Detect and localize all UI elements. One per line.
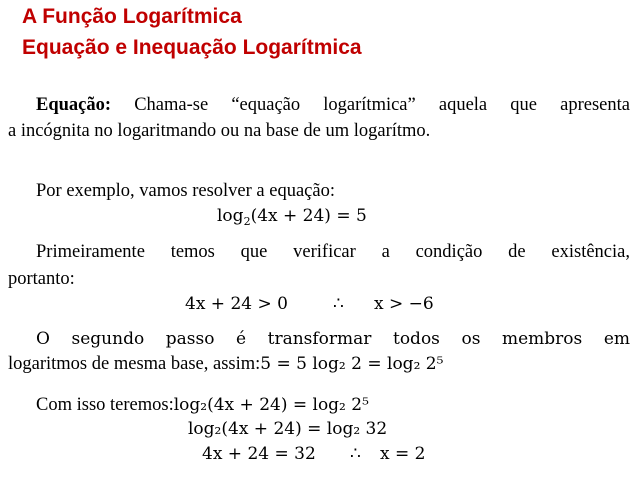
step2-line-2 (8, 355, 443, 374)
condition-inequality: 4x + 24 > 0 (185, 294, 288, 314)
example-intro: Por exemplo, vamos resolver a equação: (36, 181, 335, 201)
therefore-symbol: ∴ (333, 294, 344, 314)
conclusion-line-1 (36, 396, 369, 415)
page-subtitle: Equação e Inequação Logarítmica (22, 36, 362, 59)
page-title: A Função Logarítmica (22, 5, 242, 28)
condition-result: x > −6 (374, 294, 434, 314)
step2-line-2-math: 5 = 5 log₂ 2 = log₂ 2⁵ (260, 354, 444, 374)
definition-text-1: Chama-se “equação logarítmica” aquela que apresenta (134, 95, 630, 115)
conclusion-eq3-right: x = 2 (380, 444, 426, 464)
example-equation (217, 206, 367, 228)
definition-line-1 (36, 96, 630, 115)
conclusion-eq1: log₂(4x + 24) = log₂ 2⁵ (173, 395, 369, 415)
log-operator: log (217, 206, 244, 226)
conclusion-therefore: ∴ (350, 444, 361, 464)
definition-term: Equação: (36, 95, 112, 115)
step2-line-1: O segundo passo é transformar todos os membros em (36, 329, 630, 349)
conclusion-intro: Com isso teremos: (36, 395, 174, 415)
log-base: 2 (243, 215, 251, 228)
conclusion-eq3-left: 4x + 24 = 32 (202, 444, 316, 464)
step2-line-2-text: logaritmos de mesma base, assim: (8, 354, 261, 374)
conclusion-eq2: log₂(4x + 24) = log₂ 32 (188, 419, 388, 439)
step1-line-2: portanto: (8, 269, 75, 289)
log-argument: (4x + 24) = 5 (250, 206, 367, 226)
step1-line-1: Primeiramente temos que verificar a condição de existência, (36, 242, 630, 262)
definition-line-2: a incógnita no logaritmando ou na base de um logarítmo. (8, 121, 431, 141)
